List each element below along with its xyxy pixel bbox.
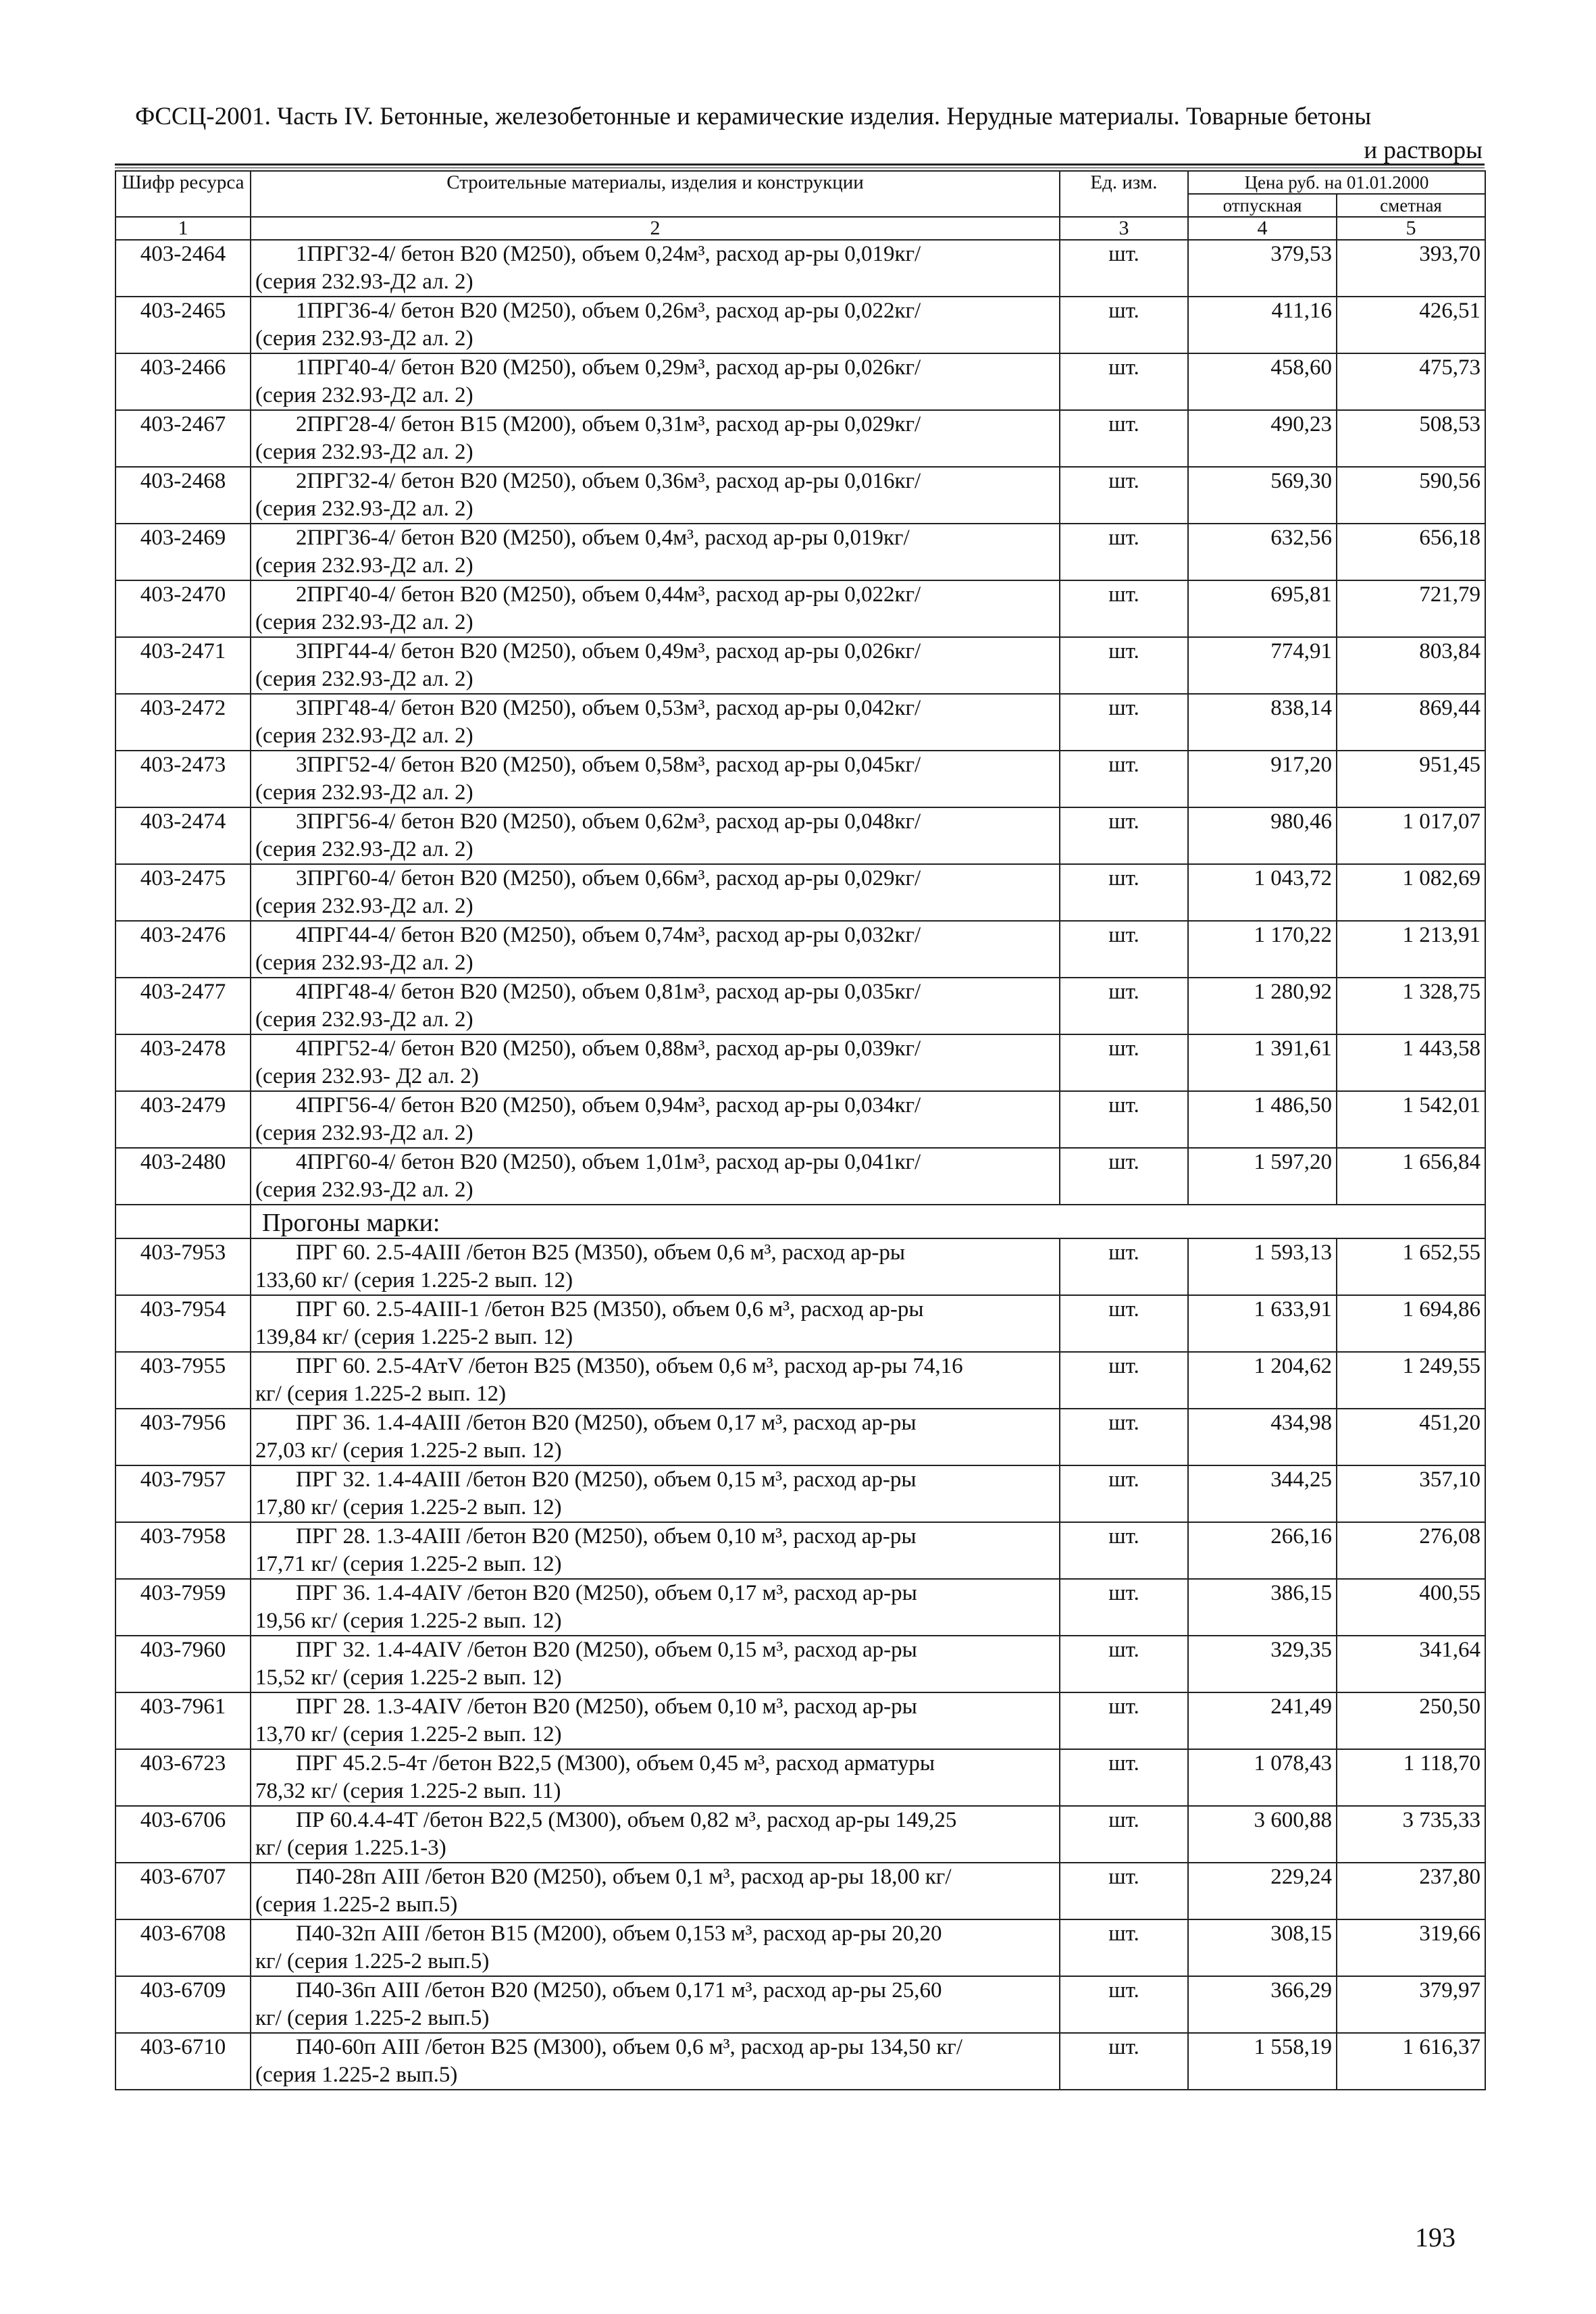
table-row bbox=[115, 1465, 1485, 1522]
resource-code: 403-7959 bbox=[115, 1579, 251, 1636]
description-line: 1ПРГ36-4/ бетон В20 (М250), объем 0,26м³, расход ар-ры 0,022кг/ bbox=[296, 299, 921, 323]
resource-code: 403-2469 bbox=[115, 524, 251, 580]
description-line: ПРГ 36. 1.4-4АIV /бетон В20 (М250), объем 0,17 м³, расход ар-ры bbox=[296, 1581, 917, 1605]
description-line: 4ПРГ44-4/ бетон В20 (М250), объем 0,74м³, расход ар-ры 0,032кг/ bbox=[296, 923, 921, 947]
description-line: 1ПРГ40-4/ бетон В20 (М250), объем 0,29м³, расход ар-ры 0,026кг/ bbox=[296, 355, 921, 380]
description-line: ПРГ 60. 2.5-4АIII-1 /бетон В25 (М350), объем 0,6 м³, расход ар-ры bbox=[296, 1297, 924, 1322]
unit-cell: шт. bbox=[1060, 580, 1188, 637]
item-description bbox=[251, 1806, 1060, 1863]
column-number: 1 bbox=[115, 217, 251, 240]
release-price: 344,25 bbox=[1188, 1465, 1337, 1522]
description-line: 17,80 кг/ (серия 1.225-2 вып. 12) bbox=[255, 1495, 562, 1519]
header-release-price: отпускная bbox=[1188, 194, 1337, 217]
table-body-b bbox=[115, 1238, 1485, 2090]
header-title-line1: ФССЦ-2001. Часть IV. Бетонные, железобетонные и керамические изделия. Нерудные материалы. Товарные бетоны bbox=[135, 103, 1372, 130]
column-numbers-row bbox=[115, 217, 1485, 240]
description-line: 17,71 кг/ (серия 1.225-2 вып. 12) bbox=[255, 1552, 562, 1576]
description-line: 3ПРГ52-4/ бетон В20 (М250), объем 0,58м³, расход ар-ры 0,045кг/ bbox=[296, 753, 921, 777]
resource-code: 403-7953 bbox=[115, 1238, 251, 1295]
resource-code: 403-2478 bbox=[115, 1034, 251, 1091]
description-line: 4ПРГ48-4/ бетон В20 (М250), объем 0,81м³, расход ар-ры 0,035кг/ bbox=[296, 980, 921, 1004]
release-price: 1 633,91 bbox=[1188, 1295, 1337, 1352]
estimate-price: 276,08 bbox=[1337, 1522, 1485, 1579]
table-row bbox=[115, 1863, 1485, 1919]
release-price: 917,20 bbox=[1188, 751, 1337, 807]
header-name: Строительные материалы, изделия и конструкции bbox=[251, 171, 1060, 217]
release-price: 241,49 bbox=[1188, 1692, 1337, 1749]
release-price: 1 280,92 bbox=[1188, 978, 1337, 1034]
description-line: кг/ (серия 1.225-2 вып.5) bbox=[255, 2006, 490, 2030]
description-line: 3ПРГ48-4/ бетон В20 (М250), объем 0,53м³, расход ар-ры 0,042кг/ bbox=[296, 696, 921, 720]
table-row bbox=[115, 807, 1485, 864]
release-price: 308,15 bbox=[1188, 1919, 1337, 1976]
estimate-price: 237,80 bbox=[1337, 1863, 1485, 1919]
item-description bbox=[251, 637, 1060, 694]
release-price: 266,16 bbox=[1188, 1522, 1337, 1579]
unit-cell: шт. bbox=[1060, 637, 1188, 694]
description-line: (серия 232.93-Д2 ал. 2) bbox=[255, 610, 473, 634]
table-row bbox=[115, 1579, 1485, 1636]
item-description bbox=[251, 353, 1060, 410]
description-line: ПР 60.4.4-4Т /бетон В22,5 (М300), объем 0,82 м³, расход ар-ры 149,25 bbox=[296, 1808, 957, 1832]
table-row bbox=[115, 1636, 1485, 1692]
description-line: (серия 232.93-Д2 ал. 2) bbox=[255, 724, 473, 748]
item-description bbox=[251, 864, 1060, 921]
table-row bbox=[115, 1409, 1485, 1465]
table-row bbox=[115, 1919, 1485, 1976]
description-line: кг/ (серия 1.225.1-3) bbox=[255, 1836, 446, 1860]
column-number: 5 bbox=[1337, 217, 1485, 240]
resource-code: 403-7956 bbox=[115, 1409, 251, 1465]
unit-cell: шт. bbox=[1060, 978, 1188, 1034]
resource-code: 403-7954 bbox=[115, 1295, 251, 1352]
release-price: 379,53 bbox=[1188, 240, 1337, 297]
table-row bbox=[115, 1352, 1485, 1409]
resource-code: 403-2471 bbox=[115, 637, 251, 694]
estimate-price: 590,56 bbox=[1337, 467, 1485, 524]
description-line: (серия 1.225-2 вып.5) bbox=[255, 1892, 458, 1917]
description-line: П40-36п АIII /бетон В20 (М250), объем 0,171 м³, расход ар-ры 25,60 bbox=[296, 1978, 942, 2003]
estimate-price: 393,70 bbox=[1337, 240, 1485, 297]
unit-cell: шт. bbox=[1060, 1919, 1188, 1976]
release-price: 490,23 bbox=[1188, 410, 1337, 467]
description-line: (серия 232.93-Д2 ал. 2) bbox=[255, 553, 473, 578]
table-row bbox=[115, 1522, 1485, 1579]
section-label: Прогоны марки: bbox=[251, 1205, 1485, 1238]
unit-cell: шт. bbox=[1060, 1295, 1188, 1352]
description-line: 3ПРГ56-4/ бетон В20 (М250), объем 0,62м³, расход ар-ры 0,048кг/ bbox=[296, 809, 921, 834]
header-price-group: Цена руб. на 01.01.2000 bbox=[1188, 171, 1485, 194]
resource-code: 403-2465 bbox=[115, 297, 251, 353]
description-line: П40-60п АIII /бетон В25 (М300), объем 0,6 м³, расход ар-ры 134,50 кг/ bbox=[296, 2035, 963, 2059]
release-price: 774,91 bbox=[1188, 637, 1337, 694]
description-line: 133,60 кг/ (серия 1.225-2 вып. 12) bbox=[255, 1268, 573, 1292]
description-line: 78,32 кг/ (серия 1.225-2 вып. 11) bbox=[255, 1779, 561, 1803]
item-description bbox=[251, 1352, 1060, 1409]
unit-cell: шт. bbox=[1060, 353, 1188, 410]
estimate-price: 1 213,91 bbox=[1337, 921, 1485, 978]
section-row-group bbox=[115, 1205, 1485, 1238]
description-line: 2ПРГ40-4/ бетон В20 (М250), объем 0,44м³, расход ар-ры 0,022кг/ bbox=[296, 582, 921, 607]
description-line: (серия 232.93-Д2 ал. 2) bbox=[255, 383, 473, 407]
estimate-price: 426,51 bbox=[1337, 297, 1485, 353]
release-price: 569,30 bbox=[1188, 467, 1337, 524]
table-row bbox=[115, 353, 1485, 410]
table-row bbox=[115, 1148, 1485, 1205]
release-price: 1 597,20 bbox=[1188, 1148, 1337, 1205]
estimate-price: 869,44 bbox=[1337, 694, 1485, 751]
table-row bbox=[115, 1749, 1485, 1806]
price-table bbox=[115, 170, 1486, 2090]
unit-cell: шт. bbox=[1060, 524, 1188, 580]
resource-code: 403-2470 bbox=[115, 580, 251, 637]
resource-code: 403-7960 bbox=[115, 1636, 251, 1692]
release-price: 838,14 bbox=[1188, 694, 1337, 751]
description-line: 3ПРГ44-4/ бетон В20 (М250), объем 0,49м³, расход ар-ры 0,026кг/ bbox=[296, 639, 921, 663]
header-code: Шифр ресурса bbox=[115, 171, 251, 217]
description-line: (серия 232.93-Д2 ал. 2) bbox=[255, 951, 473, 975]
estimate-price: 1 616,37 bbox=[1337, 2033, 1485, 2090]
estimate-price: 451,20 bbox=[1337, 1409, 1485, 1465]
release-price: 458,60 bbox=[1188, 353, 1337, 410]
release-price: 1 593,13 bbox=[1188, 1238, 1337, 1295]
item-description bbox=[251, 1863, 1060, 1919]
description-line: 139,84 кг/ (серия 1.225-2 вып. 12) bbox=[255, 1325, 573, 1349]
item-description bbox=[251, 694, 1060, 751]
estimate-price: 803,84 bbox=[1337, 637, 1485, 694]
estimate-price: 400,55 bbox=[1337, 1579, 1485, 1636]
page-header bbox=[135, 100, 1483, 168]
unit-cell: шт. bbox=[1060, 1806, 1188, 1863]
estimate-price: 1 656,84 bbox=[1337, 1148, 1485, 1205]
unit-cell: шт. bbox=[1060, 467, 1188, 524]
description-line: ПРГ 45.2.5-4т /бетон В22,5 (М300), объем 0,45 м³, расход арматуры bbox=[296, 1751, 935, 1776]
resource-code: 403-2468 bbox=[115, 467, 251, 524]
description-line: 2ПРГ36-4/ бетон В20 (М250), объем 0,4м³, расход ар-ры 0,019кг/ bbox=[296, 526, 910, 550]
release-price: 434,98 bbox=[1188, 1409, 1337, 1465]
table-row bbox=[115, 1976, 1485, 2033]
item-description bbox=[251, 1409, 1060, 1465]
estimate-price: 379,97 bbox=[1337, 1976, 1485, 2033]
estimate-price: 1 328,75 bbox=[1337, 978, 1485, 1034]
release-price: 1 391,61 bbox=[1188, 1034, 1337, 1091]
description-line: 1ПРГ32-4/ бетон В20 (М250), объем 0,24м³, расход ар-ры 0,019кг/ bbox=[296, 242, 921, 266]
header-estimate-price: сметная bbox=[1337, 194, 1485, 217]
unit-cell: шт. bbox=[1060, 1148, 1188, 1205]
description-line: (серия 232.93-Д2 ал. 2) bbox=[255, 894, 473, 918]
table-row bbox=[115, 240, 1485, 297]
item-description bbox=[251, 978, 1060, 1034]
resource-code: 403-7957 bbox=[115, 1465, 251, 1522]
table-row bbox=[115, 410, 1485, 467]
page-number: 193 bbox=[1415, 2222, 1456, 2253]
item-description bbox=[251, 1749, 1060, 1806]
table-row bbox=[115, 2033, 1485, 2090]
description-line: 3ПРГ60-4/ бетон В20 (М250), объем 0,66м³, расход ар-ры 0,029кг/ bbox=[296, 866, 921, 890]
resource-code: 403-2475 bbox=[115, 864, 251, 921]
unit-cell: шт. bbox=[1060, 1465, 1188, 1522]
resource-code: 403-2477 bbox=[115, 978, 251, 1034]
item-description bbox=[251, 807, 1060, 864]
estimate-price: 319,66 bbox=[1337, 1919, 1485, 1976]
description-line: (серия 232.93-Д2 ал. 2) bbox=[255, 497, 473, 521]
release-price: 366,29 bbox=[1188, 1976, 1337, 2033]
item-description bbox=[251, 1976, 1060, 2033]
resource-code: 403-2464 bbox=[115, 240, 251, 297]
release-price: 1 043,72 bbox=[1188, 864, 1337, 921]
item-description bbox=[251, 1919, 1060, 1976]
resource-code: 403-2479 bbox=[115, 1091, 251, 1148]
description-line: 15,52 кг/ (серия 1.225-2 вып. 12) bbox=[255, 1665, 562, 1690]
description-line: ПРГ 28. 1.3-4АIII /бетон В20 (М250), объем 0,10 м³, расход ар-ры bbox=[296, 1524, 917, 1549]
estimate-price: 1 118,70 bbox=[1337, 1749, 1485, 1806]
release-price: 1 204,62 bbox=[1188, 1352, 1337, 1409]
item-description bbox=[251, 1636, 1060, 1692]
table-row bbox=[115, 1238, 1485, 1295]
release-price: 1 078,43 bbox=[1188, 1749, 1337, 1806]
section-row bbox=[115, 1205, 1485, 1238]
description-line: 2ПРГ28-4/ бетон В15 (М200), объем 0,31м³, расход ар-ры 0,029кг/ bbox=[296, 412, 921, 436]
item-description bbox=[251, 410, 1060, 467]
description-line: (серия 232.93-Д2 ал. 2) bbox=[255, 440, 473, 464]
estimate-price: 1 542,01 bbox=[1337, 1091, 1485, 1148]
estimate-price: 1 017,07 bbox=[1337, 807, 1485, 864]
resource-code: 403-6723 bbox=[115, 1749, 251, 1806]
description-line: (серия 232.93-Д2 ал. 2) bbox=[255, 1178, 473, 1202]
description-line: (серия 232.93-Д2 ал. 2) bbox=[255, 780, 473, 805]
unit-cell: шт. bbox=[1060, 1863, 1188, 1919]
unit-cell: шт. bbox=[1060, 864, 1188, 921]
description-line: (серия 232.93-Д2 ал. 2) bbox=[255, 837, 473, 861]
unit-cell: шт. bbox=[1060, 1238, 1188, 1295]
release-price: 1 170,22 bbox=[1188, 921, 1337, 978]
resource-code: 403-2480 bbox=[115, 1148, 251, 1205]
unit-cell: шт. bbox=[1060, 1579, 1188, 1636]
description-line: 4ПРГ56-4/ бетон В20 (М250), объем 0,94м³, расход ар-ры 0,034кг/ bbox=[296, 1093, 921, 1117]
release-price: 632,56 bbox=[1188, 524, 1337, 580]
unit-cell: шт. bbox=[1060, 1034, 1188, 1091]
description-line: 19,56 кг/ (серия 1.225-2 вып. 12) bbox=[255, 1609, 562, 1633]
description-line: ПРГ 32. 1.4-4АIII /бетон В20 (М250), объем 0,15 м³, расход ар-ры bbox=[296, 1467, 917, 1492]
unit-cell: шт. bbox=[1060, 751, 1188, 807]
release-price: 1 558,19 bbox=[1188, 2033, 1337, 2090]
column-number: 3 bbox=[1060, 217, 1188, 240]
resource-code: 403-7958 bbox=[115, 1522, 251, 1579]
table-body-a bbox=[115, 240, 1485, 1205]
item-description bbox=[251, 921, 1060, 978]
description-line: (серия 1.225-2 вып.5) bbox=[255, 2063, 458, 2087]
estimate-price: 1 249,55 bbox=[1337, 1352, 1485, 1409]
resource-code: 403-2472 bbox=[115, 694, 251, 751]
description-line: ПРГ 32. 1.4-4АIV /бетон В20 (М250), объем 0,15 м³, расход ар-ры bbox=[296, 1638, 917, 1662]
item-description bbox=[251, 751, 1060, 807]
table-row bbox=[115, 524, 1485, 580]
item-description bbox=[251, 1522, 1060, 1579]
unit-cell: шт. bbox=[1060, 694, 1188, 751]
description-line: (серия 232.93-Д2 ал. 2) bbox=[255, 326, 473, 351]
unit-cell: шт. bbox=[1060, 297, 1188, 353]
release-price: 695,81 bbox=[1188, 580, 1337, 637]
description-line: (серия 232.93-Д2 ал. 2) bbox=[255, 270, 473, 294]
estimate-price: 951,45 bbox=[1337, 751, 1485, 807]
resource-code: 403-7955 bbox=[115, 1352, 251, 1409]
item-description bbox=[251, 1295, 1060, 1352]
unit-cell: шт. bbox=[1060, 1091, 1188, 1148]
resource-code: 403-6707 bbox=[115, 1863, 251, 1919]
table-row bbox=[115, 1295, 1485, 1352]
unit-cell: шт. bbox=[1060, 1522, 1188, 1579]
description-line: ПРГ 60. 2.5-4АтV /бетон В25 (М350), объем 0,6 м³, расход ар-ры 74,16 bbox=[296, 1354, 963, 1378]
table-row bbox=[115, 1806, 1485, 1863]
section-empty-cell bbox=[115, 1205, 251, 1238]
description-line: (серия 232.93-Д2 ал. 2) bbox=[255, 1121, 473, 1145]
resource-code: 403-2466 bbox=[115, 353, 251, 410]
item-description bbox=[251, 1238, 1060, 1295]
unit-cell: шт. bbox=[1060, 2033, 1188, 2090]
table-row bbox=[115, 1034, 1485, 1091]
description-line: (серия 232.93- Д2 ал. 2) bbox=[255, 1064, 479, 1088]
unit-cell: шт. bbox=[1060, 1749, 1188, 1806]
item-description bbox=[251, 1579, 1060, 1636]
description-line: кг/ (серия 1.225-2 вып. 12) bbox=[255, 1382, 507, 1406]
release-price: 411,16 bbox=[1188, 297, 1337, 353]
resource-code: 403-2467 bbox=[115, 410, 251, 467]
unit-cell: шт. bbox=[1060, 807, 1188, 864]
release-price: 980,46 bbox=[1188, 807, 1337, 864]
table-row bbox=[115, 580, 1485, 637]
unit-cell: шт. bbox=[1060, 410, 1188, 467]
table-row bbox=[115, 694, 1485, 751]
description-line: (серия 232.93-Д2 ал. 2) bbox=[255, 1007, 473, 1032]
resource-code: 403-6708 bbox=[115, 1919, 251, 1976]
estimate-price: 721,79 bbox=[1337, 580, 1485, 637]
resource-code: 403-6706 bbox=[115, 1806, 251, 1863]
item-description bbox=[251, 2033, 1060, 2090]
description-line: 4ПРГ60-4/ бетон В20 (М250), объем 1,01м³, расход ар-ры 0,041кг/ bbox=[296, 1150, 921, 1174]
estimate-price: 1 443,58 bbox=[1337, 1034, 1485, 1091]
item-description bbox=[251, 1034, 1060, 1091]
table-row bbox=[115, 921, 1485, 978]
table-row bbox=[115, 1692, 1485, 1749]
unit-cell: шт. bbox=[1060, 1976, 1188, 2033]
item-description bbox=[251, 524, 1060, 580]
table-row bbox=[115, 637, 1485, 694]
description-line: 13,70 кг/ (серия 1.225-2 вып. 12) bbox=[255, 1722, 562, 1746]
unit-cell: шт. bbox=[1060, 921, 1188, 978]
table-row bbox=[115, 864, 1485, 921]
table-row bbox=[115, 297, 1485, 353]
table-row bbox=[115, 751, 1485, 807]
description-line: (серия 232.93-Д2 ал. 2) bbox=[255, 667, 473, 691]
header-rule bbox=[115, 164, 1485, 168]
description-line: 27,03 кг/ (серия 1.225-2 вып. 12) bbox=[255, 1438, 562, 1463]
item-description bbox=[251, 240, 1060, 297]
item-description bbox=[251, 580, 1060, 637]
unit-cell: шт. bbox=[1060, 1692, 1188, 1749]
unit-cell: шт. bbox=[1060, 1636, 1188, 1692]
description-line: П40-32п АIII /бетон В15 (М200), объем 0,153 м³, расход ар-ры 20,20 bbox=[296, 1921, 942, 1946]
item-description bbox=[251, 1091, 1060, 1148]
header-title-line2: и растворы bbox=[1364, 136, 1483, 164]
table-row bbox=[115, 467, 1485, 524]
estimate-price: 508,53 bbox=[1337, 410, 1485, 467]
estimate-price: 1 652,55 bbox=[1337, 1238, 1485, 1295]
description-line: ПРГ 36. 1.4-4АIII /бетон В20 (М250), объем 0,17 м³, расход ар-ры bbox=[296, 1411, 917, 1435]
release-price: 386,15 bbox=[1188, 1579, 1337, 1636]
item-description bbox=[251, 1148, 1060, 1205]
unit-cell: шт. bbox=[1060, 1409, 1188, 1465]
description-line: 4ПРГ52-4/ бетон В20 (М250), объем 0,88м³, расход ар-ры 0,039кг/ bbox=[296, 1036, 921, 1061]
estimate-price: 1 082,69 bbox=[1337, 864, 1485, 921]
estimate-price: 3 735,33 bbox=[1337, 1806, 1485, 1863]
description-line: 2ПРГ32-4/ бетон В20 (М250), объем 0,36м³, расход ар-ры 0,016кг/ bbox=[296, 469, 921, 493]
column-number: 2 bbox=[251, 217, 1060, 240]
release-price: 3 600,88 bbox=[1188, 1806, 1337, 1863]
item-description bbox=[251, 467, 1060, 524]
resource-code: 403-6710 bbox=[115, 2033, 251, 2090]
table-row bbox=[115, 1091, 1485, 1148]
estimate-price: 357,10 bbox=[1337, 1465, 1485, 1522]
description-line: кг/ (серия 1.225-2 вып.5) bbox=[255, 1949, 490, 1973]
resource-code: 403-2476 bbox=[115, 921, 251, 978]
column-number: 4 bbox=[1188, 217, 1337, 240]
release-price: 229,24 bbox=[1188, 1863, 1337, 1919]
table-row bbox=[115, 978, 1485, 1034]
release-price: 329,35 bbox=[1188, 1636, 1337, 1692]
estimate-price: 1 694,86 bbox=[1337, 1295, 1485, 1352]
description-line: ПРГ 28. 1.3-4АIV /бетон В20 (М250), объем 0,10 м³, расход ар-ры bbox=[296, 1694, 917, 1719]
description-line: П40-28п АIII /бетон В20 (М250), объем 0,1 м³, расход ар-ры 18,00 кг/ bbox=[296, 1865, 952, 1889]
item-description bbox=[251, 297, 1060, 353]
header-unit: Ед. изм. bbox=[1060, 171, 1188, 217]
resource-code: 403-2473 bbox=[115, 751, 251, 807]
description-line: ПРГ 60. 2.5-4АIII /бетон В25 (М350), объем 0,6 м³, расход ар-ры bbox=[296, 1240, 906, 1265]
estimate-price: 656,18 bbox=[1337, 524, 1485, 580]
item-description bbox=[251, 1692, 1060, 1749]
resource-code: 403-7961 bbox=[115, 1692, 251, 1749]
estimate-price: 475,73 bbox=[1337, 353, 1485, 410]
unit-cell: шт. bbox=[1060, 1352, 1188, 1409]
item-description bbox=[251, 1465, 1060, 1522]
release-price: 1 486,50 bbox=[1188, 1091, 1337, 1148]
estimate-price: 250,50 bbox=[1337, 1692, 1485, 1749]
resource-code: 403-6709 bbox=[115, 1976, 251, 2033]
resource-code: 403-2474 bbox=[115, 807, 251, 864]
estimate-price: 341,64 bbox=[1337, 1636, 1485, 1692]
unit-cell: шт. bbox=[1060, 240, 1188, 297]
